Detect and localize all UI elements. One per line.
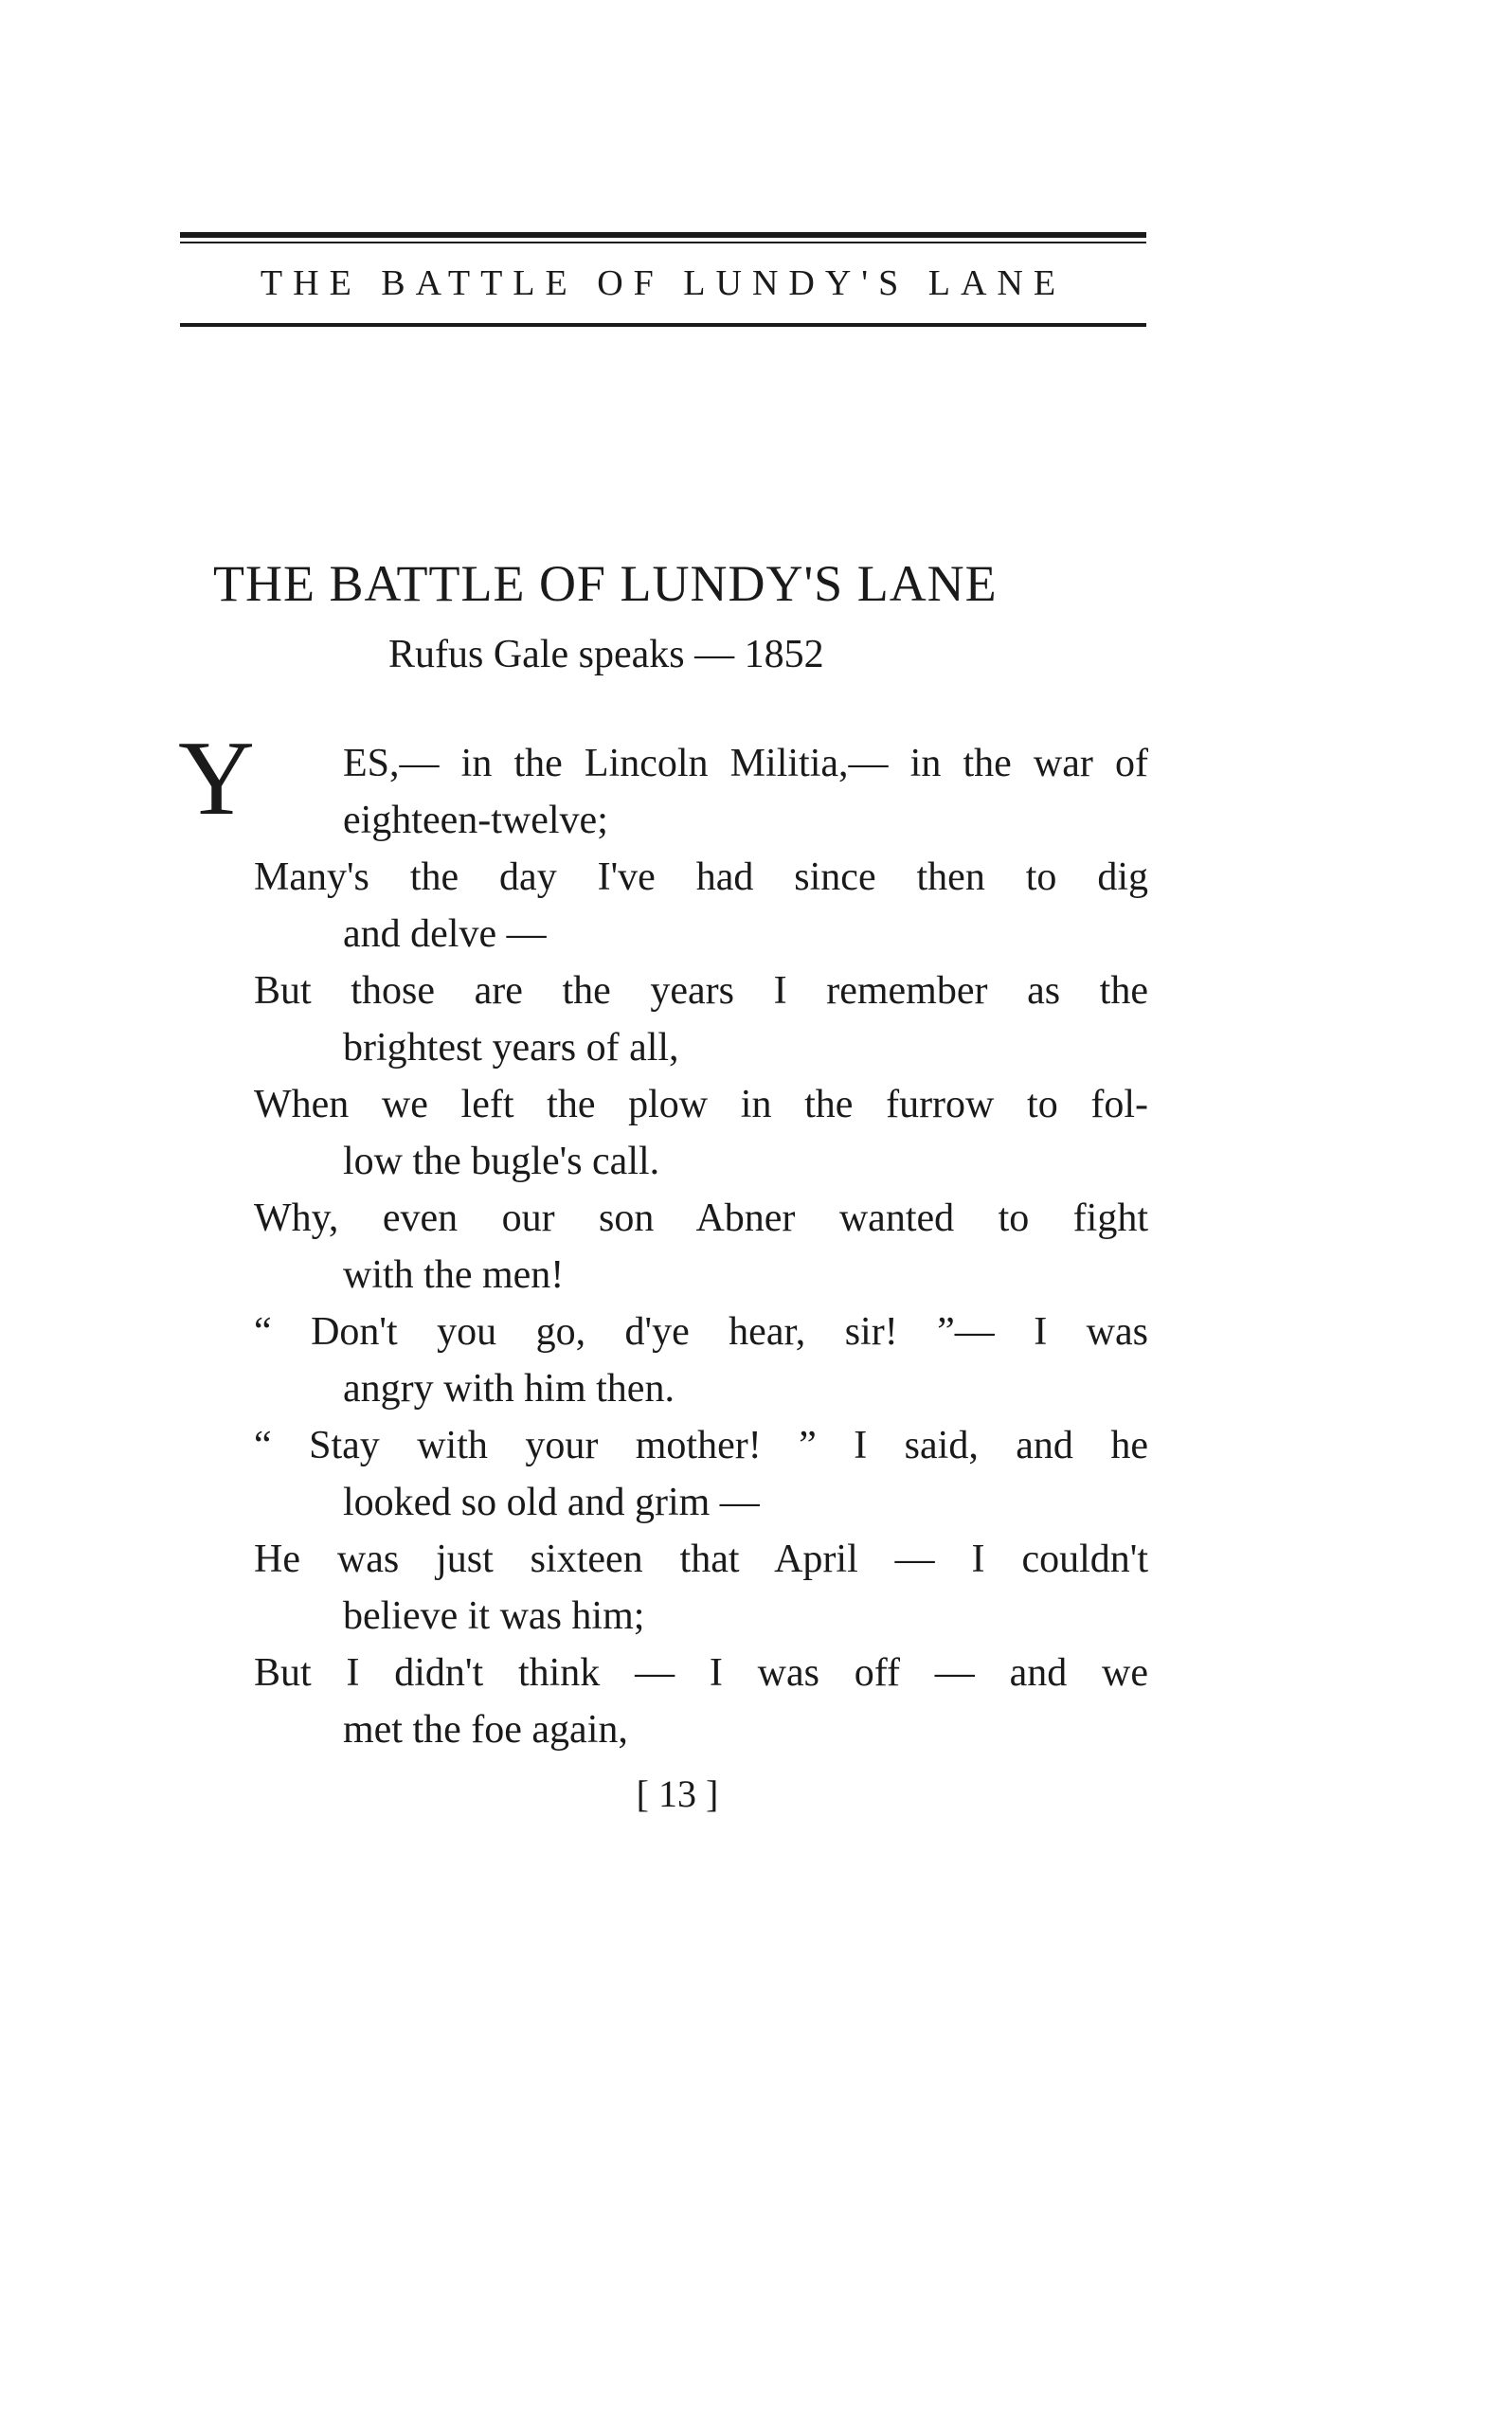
verse-line: eighteen-twelve; [343, 799, 608, 842]
verse-line: Why, even our son Abner wanted to fight [254, 1196, 1148, 1240]
page-number: [ 13 ] [636, 1772, 719, 1815]
header-rule-thick [180, 232, 1146, 238]
verse-line: Many's the day I've had since then to dig [254, 855, 1148, 899]
verse-line: “ Stay with your mother! ” I said, and he [254, 1424, 1148, 1467]
drop-cap: Y [178, 720, 255, 837]
verse-line: looked so old and grim — [343, 1481, 760, 1524]
poem-subtitle: Rufus Gale speaks — 1852 [388, 633, 824, 676]
verse-line: and delve — [343, 912, 547, 956]
verse-line: But I didn't think — I was off — and we [254, 1651, 1148, 1695]
verse-line: with the men! [343, 1253, 565, 1297]
header-rule-bottom [180, 323, 1146, 327]
verse-line: believe it was him; [343, 1594, 645, 1638]
verse-line: low the bugle's call. [343, 1140, 660, 1183]
poem-title: THE BATTLE OF LUNDY'S LANE [213, 555, 998, 612]
running-head-title: THE BATTLE OF LUNDY'S LANE [260, 263, 1067, 303]
verse-line: He was just sixteen that April — I couldn't [254, 1538, 1148, 1581]
verse-line: met the foe again, [343, 1708, 628, 1752]
verse-line: When we left the plow in the furrow to fol- [254, 1083, 1148, 1126]
running-head [180, 232, 1146, 327]
verse-line: angry with him then. [343, 1367, 675, 1411]
verse-line: brightest years of all, [343, 1026, 679, 1070]
verse-line: But those are the years I remember as the [254, 969, 1148, 1013]
verse-line: ES,— in the Lincoln Militia,— in the war of [343, 742, 1148, 785]
verse-line: “ Don't you go, d'ye hear, sir! ”— I was [254, 1310, 1148, 1354]
